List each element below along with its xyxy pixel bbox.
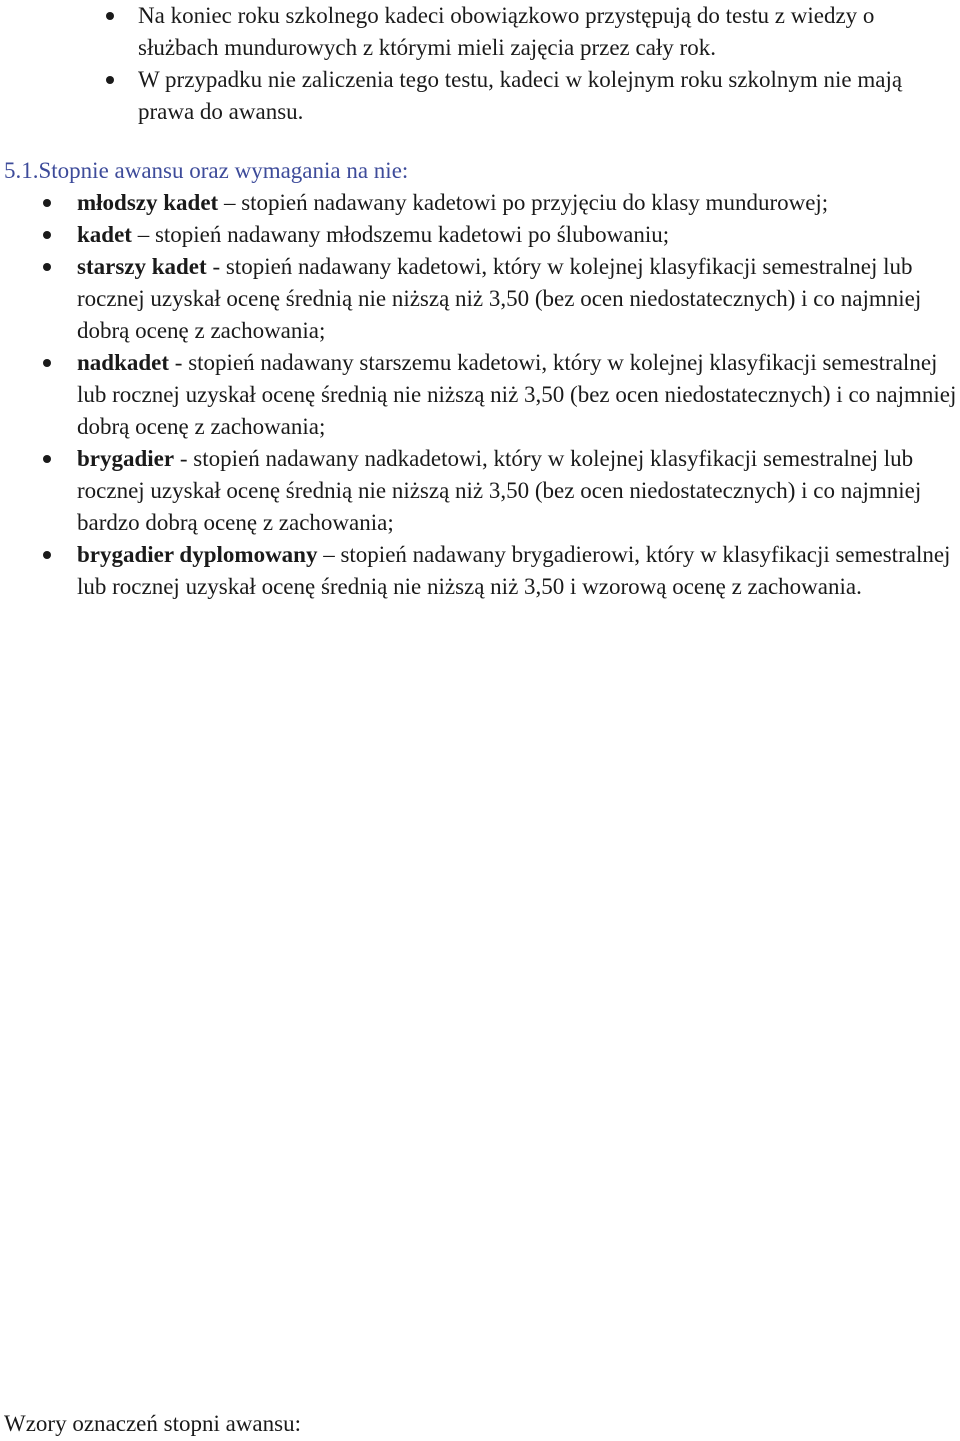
rank-description: stopień nadawany młodszemu kadetowi po ślubowaniu; [154,222,670,247]
rank-list [0,187,960,603]
rank-item-brygadier-dyplomowany [0,539,960,603]
rank-description: stopień nadawany starszemu kadetowi, który w kolejnej klasyfikacji semestralnej lub rocznej uzyskał ocenę średnią nie niższą niż 3,50 (bez ocen niedostatecznych) i co najmniej dobrą ocenę z zachowania; [77,350,957,439]
list-item [0,64,918,128]
rank-name: brygadier [77,446,175,471]
bullet-icon [106,12,114,20]
section-heading: 5.1.Stopnie awansu oraz wymagania na nie: [4,158,409,183]
insignia-section-label: Wzory oznaczeń stopni awansu: [4,1411,301,1436]
rank-description: stopień nadawany kadetowi, który w kolejnej klasyfikacji semestralnej lub rocznej uzyskał ocenę średnią nie niższą niż 3,50 (bez ocen niedostatecznych) i co najmniej dobrą ocenę z zachowania; [77,254,922,343]
bullet-icon [43,263,51,271]
rank-name: starszy kadet [77,254,207,279]
bullet-icon [43,231,51,239]
rank-description: stopień nadawany nadkadetowi, który w kolejnej klasyfikacji semestralnej lub rocznej uzyskał ocenę średnią nie niższą niż 3,50 (bez ocen niedostatecznych) i co najmniej bardzo dobrą ocenę z zachowania; [77,446,922,535]
rank-item-nadkadet [0,347,960,443]
rank-separator: - [169,350,189,375]
rank-separator: – [131,222,155,247]
rank-separator: - [206,254,226,279]
rank-separator: – [218,190,242,215]
rank-description: stopień nadawany kadetowi po przyjęciu do klasy mundurowej; [241,190,829,215]
rank-separator: – [317,542,341,567]
rank-name: nadkadet [77,350,170,375]
bullet-icon [43,455,51,463]
rank-name: kadet [77,222,132,247]
rank-item-mlodszy-kadet [0,187,960,219]
list-item-text: W przypadku nie zaliczenia tego testu, kadeci w kolejnym roku szkolnym nie mają prawa do awansu. [138,67,903,124]
list-item [0,0,918,64]
bullet-icon [43,199,51,207]
bullet-icon [43,359,51,367]
bullet-icon [43,551,51,559]
rank-name: młodszy kadet [77,190,219,215]
rank-item-brygadier [0,443,960,539]
rank-item-starszy-kadet [0,251,960,347]
rank-item-kadet [0,219,960,251]
rank-description: stopień nadawany brygadierowi, który w klasyfikacji semestralnej lub rocznej uzyskał ocenę średnią nie niższą niż 3,50 i wzorową ocenę z zachowania. [77,542,951,599]
bullet-icon [106,76,114,84]
rank-name: brygadier dyplomowany [77,542,318,567]
list-item-text: Na koniec roku szkolnego kadeci obowiązkowo przystępują do testu z wiedzy o służbach mundurowych z którymi mieli zajęcia przez cały rok. [138,3,875,60]
rank-separator: - [174,446,194,471]
intro-bullet-list [0,0,960,128]
